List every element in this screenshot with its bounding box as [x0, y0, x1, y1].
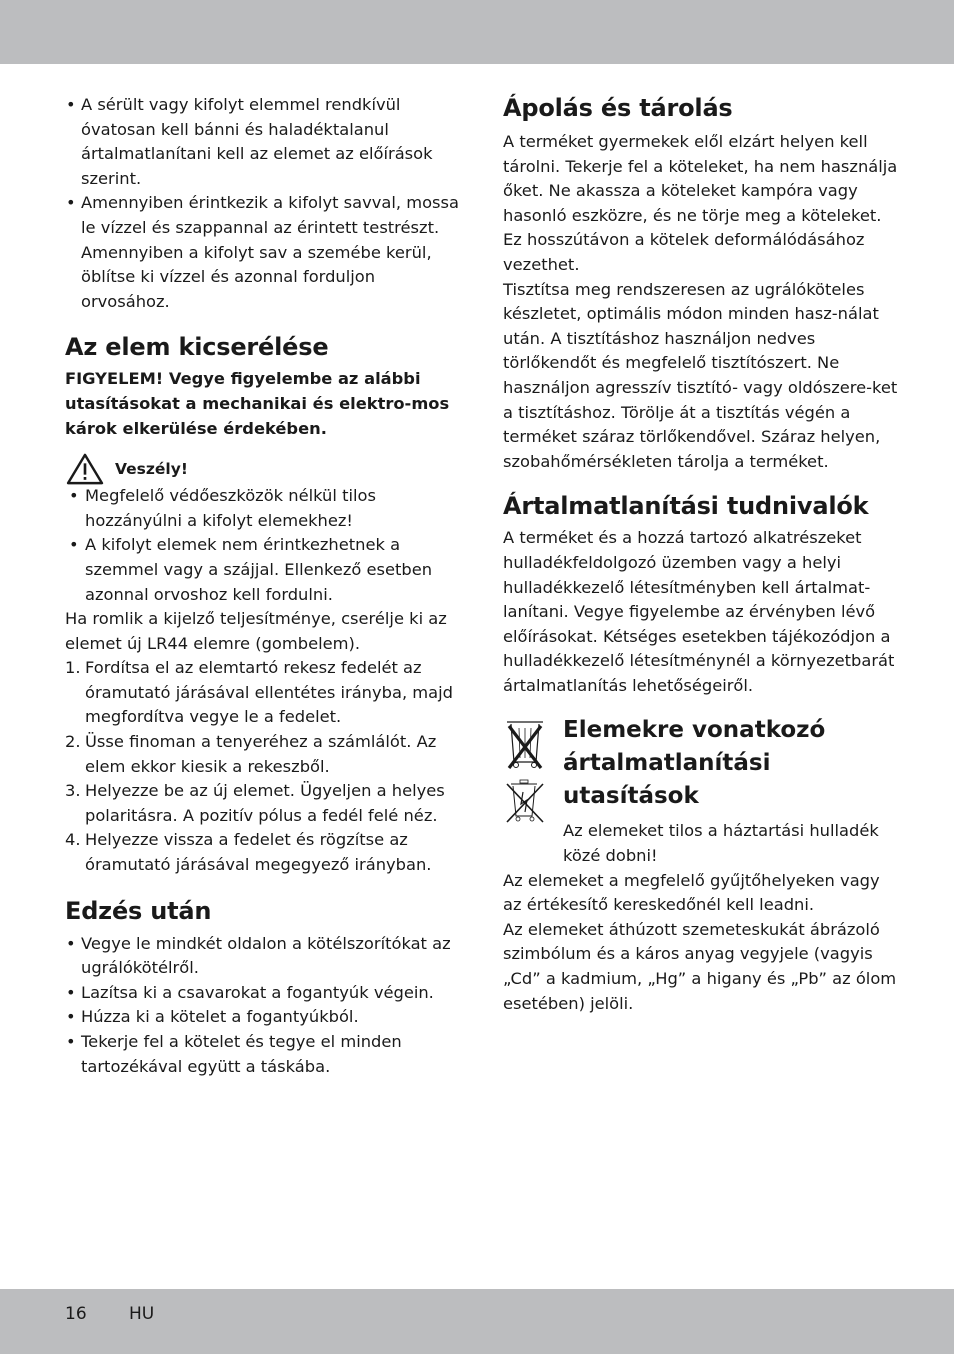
list-item: • Húzza ki a kötelet a fogantyúkból. — [65, 1005, 461, 1030]
section-title-battery: Elemekre vonatkozó ártalmatlanítási utasítások — [563, 717, 826, 810]
attention-note: FIGYELEM! Vegye figyelembe az alábbi utasításokat a mechanikai és elektro-mos károk elkerülése érdekében. — [65, 369, 450, 438]
battery-paragraph-1b: Az elemeket a megfelelő gyűjtőhelyeken vagy az értékesítő kereskedőnél kell leadni. — [503, 870, 880, 915]
list-item: 2. Üsse finoman a tenyeréhez a számlálót. Az elem ekkor kiesik a rekeszből. — [65, 732, 437, 776]
right-column — [503, 93, 898, 1016]
battery-paragraph-2: Az elemeket áthúzott szemeteskukát ábrázoló szimbólum és a káros anyag vegyjele (vagyis „Cd” a kadmium, „Hg” a higany és „Pb” az ólom esetében) jelöli. — [503, 919, 897, 1013]
section-title-after: Edzés után — [65, 896, 212, 925]
list-item: 3. Helyezze be az új elemet. Ügyeljen a helyes polaritásra. A pozitív pólus a fedél felé néz. — [65, 781, 445, 825]
disposal-paragraph: A terméket és a hozzá tartozó alkatrészeket hulladékfeldolgozó üzemben vagy a helyi hulladékkezelő létesítményben kell ártalmat-lanítani. Vegye figyelembe az érvényben lévő előírásokat. Kétséges esetekben tájékozódjon a hulladékkezelő létesítménynél a környezetbarát ártalmatlanítás lehetőségeiről. — [503, 528, 895, 695]
danger-bullet-list — [65, 484, 461, 607]
warning-triangle-icon — [65, 453, 105, 485]
section-title-care: Ápolás és tárolás — [503, 94, 733, 122]
replace-note: Ha romlik a kijelző teljesítménye, cserélje ki az elemet új LR44 elemre (gombelem). — [65, 609, 447, 653]
list-item: • Lazítsa ki a csavarokat a fogantyúk végein. — [65, 981, 461, 1006]
list-item: • Amennyiben érintkezik a kifolyt savval, mossa le vízzel és szappannal az érintett testrészt. Amennyiben a kifolyt sav a szemébe kerül, öblítse ki vízzel és azonnal forduljon orvosához. — [65, 191, 461, 314]
list-item: • Megfelelő védőeszközök nélkül tilos hozzányúlni a kifolyt elemekhez! — [65, 484, 461, 533]
left-column — [65, 93, 461, 1079]
care-paragraph-2: Tisztítsa meg rendszeresen az ugrálóköteles készletet, optimális módon minden hasz-nálat után. A tisztításhoz használjon nedves törlőkendőt és megfelelő tisztítószert. Ne használjon agresszív tisztító- vagy oldószere-ket a tisztításhoz. Törölje át a tisztítás végén a terméket száraz törlőkendővel. Száraz helyen, szobahőmérsékleten tárolja a terméket. — [503, 279, 898, 471]
language-code: HU — [129, 1304, 155, 1324]
header-band — [0, 0, 954, 64]
battery-bin-icon — [503, 778, 551, 826]
list-item: • A kifolyt elemek nem érintkezhetnek a szemmel vagy a szájjal. Ellenkező esetben azonnal orvoshoz kell fordulni. — [65, 533, 461, 607]
list-item: 4. Helyezze vissza a fedelet és rögzítse az óramutató járásával megegyező irányban. — [65, 830, 432, 875]
list-item: • A sérült vagy kifolyt elemmel rendkívül óvatosan kell bánni és haladéktalanul ártalmatlanítani kell az elemet az előírások szerint. — [65, 93, 461, 191]
section-title-disposal: Ártalmatlanítási tudnivalók — [503, 492, 869, 521]
list-item: 1. Fordítsa el az elemtartó rekesz fedelét az óramutató járásával ellentétes irányba, majd megfordítva vegye le a fedelet. — [65, 658, 453, 727]
danger-warning — [65, 454, 461, 484]
care-paragraph-1: A terméket gyermekek elől elzárt helyen kell tárolni. Tekerje fel a köteleket, ha nem használja őket. Ne akassza a köteleket kampóra vagy hasonló eszközre, és ne törje meg a köteleket. Ez hosszútávon a kötelek deformálódásához vezethet. — [503, 132, 898, 274]
page-number: 16 — [65, 1304, 87, 1324]
crossed-bin-icon — [503, 716, 547, 774]
after-bullet-list — [65, 932, 461, 1080]
battery-paragraph-1a: Az elemeket tilos a háztartási hulladék közé dobni! — [563, 821, 879, 866]
section-title-replace: Az elem kicserélése — [65, 333, 329, 362]
intro-bullet-list — [65, 93, 461, 314]
replace-steps — [65, 656, 461, 877]
list-item: • Tekerje fel a kötelet és tegye el minden tartozékával együtt a táskába. — [65, 1030, 461, 1079]
list-item: • Vegye le mindkét oldalon a kötélszorítókat az ugrálókötélről. — [65, 932, 461, 981]
danger-label: Veszély! — [115, 459, 188, 478]
battery-icons — [503, 714, 555, 826]
battery-section — [503, 714, 898, 868]
